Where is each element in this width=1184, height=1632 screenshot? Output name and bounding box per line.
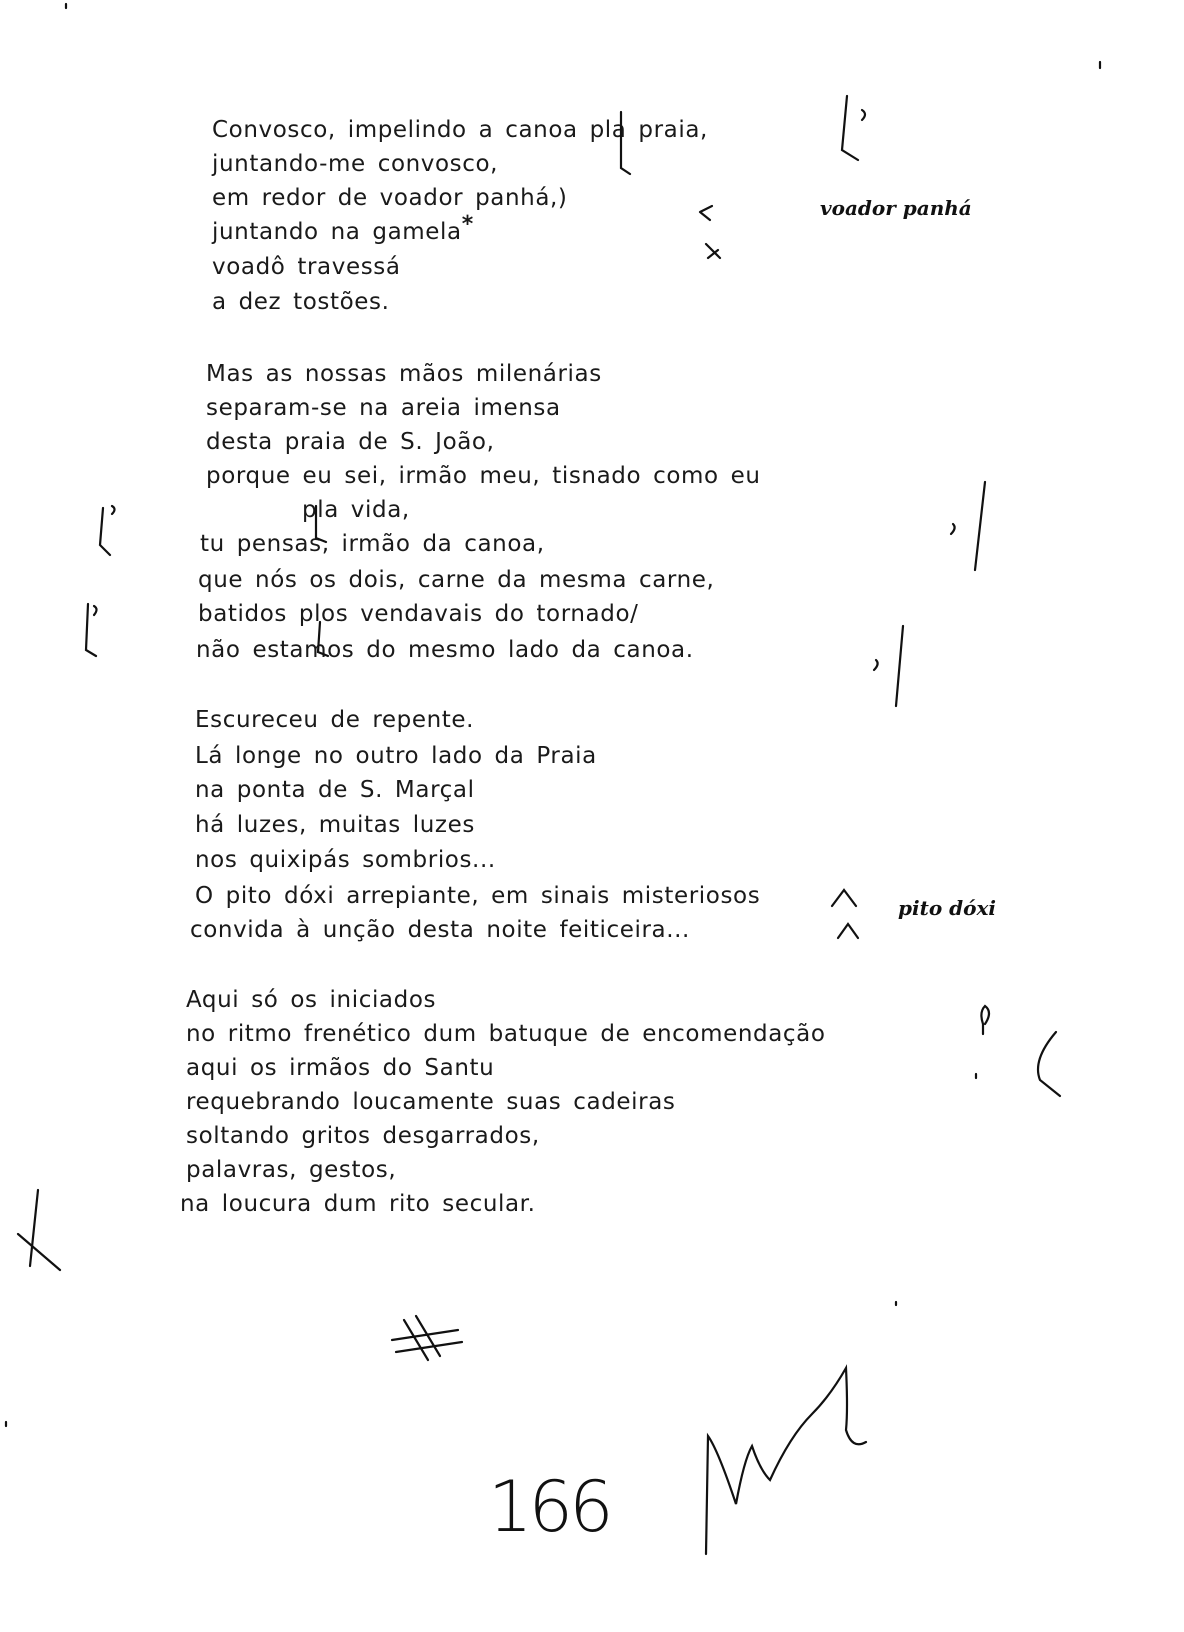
poem-line: Aqui só os iniciados: [186, 987, 437, 1013]
margin-note-voador: voador panhá: [820, 196, 972, 220]
poem-line: a dez tostões.: [212, 289, 390, 315]
poem-line: Convosco, impelindo a canoa pla praia,: [212, 117, 708, 143]
poem-line: que nós os dois, carne da mesma carne,: [198, 567, 715, 593]
poem-line: palavras, gestos,: [186, 1157, 397, 1183]
poem-line: soltando gritos desgarrados,: [186, 1123, 540, 1149]
page-number: 166: [488, 1466, 610, 1548]
poem-line: voadô travessá: [212, 254, 401, 280]
proof-mark: [700, 206, 712, 220]
proof-mark: [838, 924, 858, 938]
poem-line: batidos plos vendavais do tornado/: [198, 601, 639, 627]
margin-note-pito: pito dóxi: [898, 896, 996, 920]
proof-mark: [30, 1190, 38, 1266]
proof-mark: [706, 244, 720, 258]
poem-line: em redor de voador panhá,): [212, 185, 568, 211]
signature-scribble: [706, 1368, 866, 1554]
poem-line: tu pensas, irmão da canoa,: [200, 531, 545, 557]
proof-mark: [86, 604, 96, 656]
proof-mark: [862, 110, 865, 120]
proof-mark: [94, 606, 97, 615]
poem-line: porque eu sei, irmão meu, tisnado como eu: [206, 463, 761, 489]
poem-line: juntando-me convosco,: [212, 151, 499, 177]
poem-line: nos quixipás sombrios...: [195, 847, 496, 873]
proof-mark: [951, 524, 955, 534]
poem-line: pla vida,: [302, 497, 410, 523]
poem-line: separam-se na areia imensa: [206, 395, 561, 421]
proof-mark: [975, 482, 985, 570]
proof-mark: [1038, 1032, 1060, 1096]
poem-line: no ritmo frenético dum batuque de encomendação: [186, 1021, 826, 1047]
poem-line: Lá longe no outro lado da Praia: [195, 743, 597, 769]
proof-mark: [18, 1234, 60, 1270]
poem-line: não estamos do mesmo lado da canoa.: [196, 637, 694, 663]
poem-line: O pito dóxi arrepiante, em sinais misteriosos: [195, 883, 761, 909]
proof-mark: [392, 1316, 462, 1360]
proof-mark: [874, 660, 878, 670]
poem-line: [212, 212, 474, 247]
poem-line: aqui os irmãos do Santu: [186, 1055, 495, 1081]
poem-line: requebrando loucamente suas cadeiras: [186, 1089, 676, 1115]
proof-mark: [832, 890, 856, 906]
proof-mark: [100, 508, 110, 555]
poem-line: desta praia de S. João,: [206, 429, 495, 455]
poem-line: na ponta de S. Marçal: [195, 777, 475, 803]
proof-mark: [981, 1006, 989, 1034]
poem-line: Mas as nossas mãos milenárias: [206, 361, 602, 387]
poem-line: há luzes, muitas luzes: [195, 812, 475, 838]
asterisk-mark: *: [461, 212, 474, 237]
proof-mark: [112, 506, 115, 514]
poem-line: Escureceu de repente.: [195, 707, 475, 733]
proof-mark: [842, 96, 858, 160]
poem-line-text: juntando na gamela: [212, 219, 462, 245]
proof-mark: [896, 626, 903, 706]
poem-line: convida à unção desta noite feiticeira...: [190, 917, 690, 943]
poem-line: na loucura dum rito secular.: [180, 1191, 536, 1217]
